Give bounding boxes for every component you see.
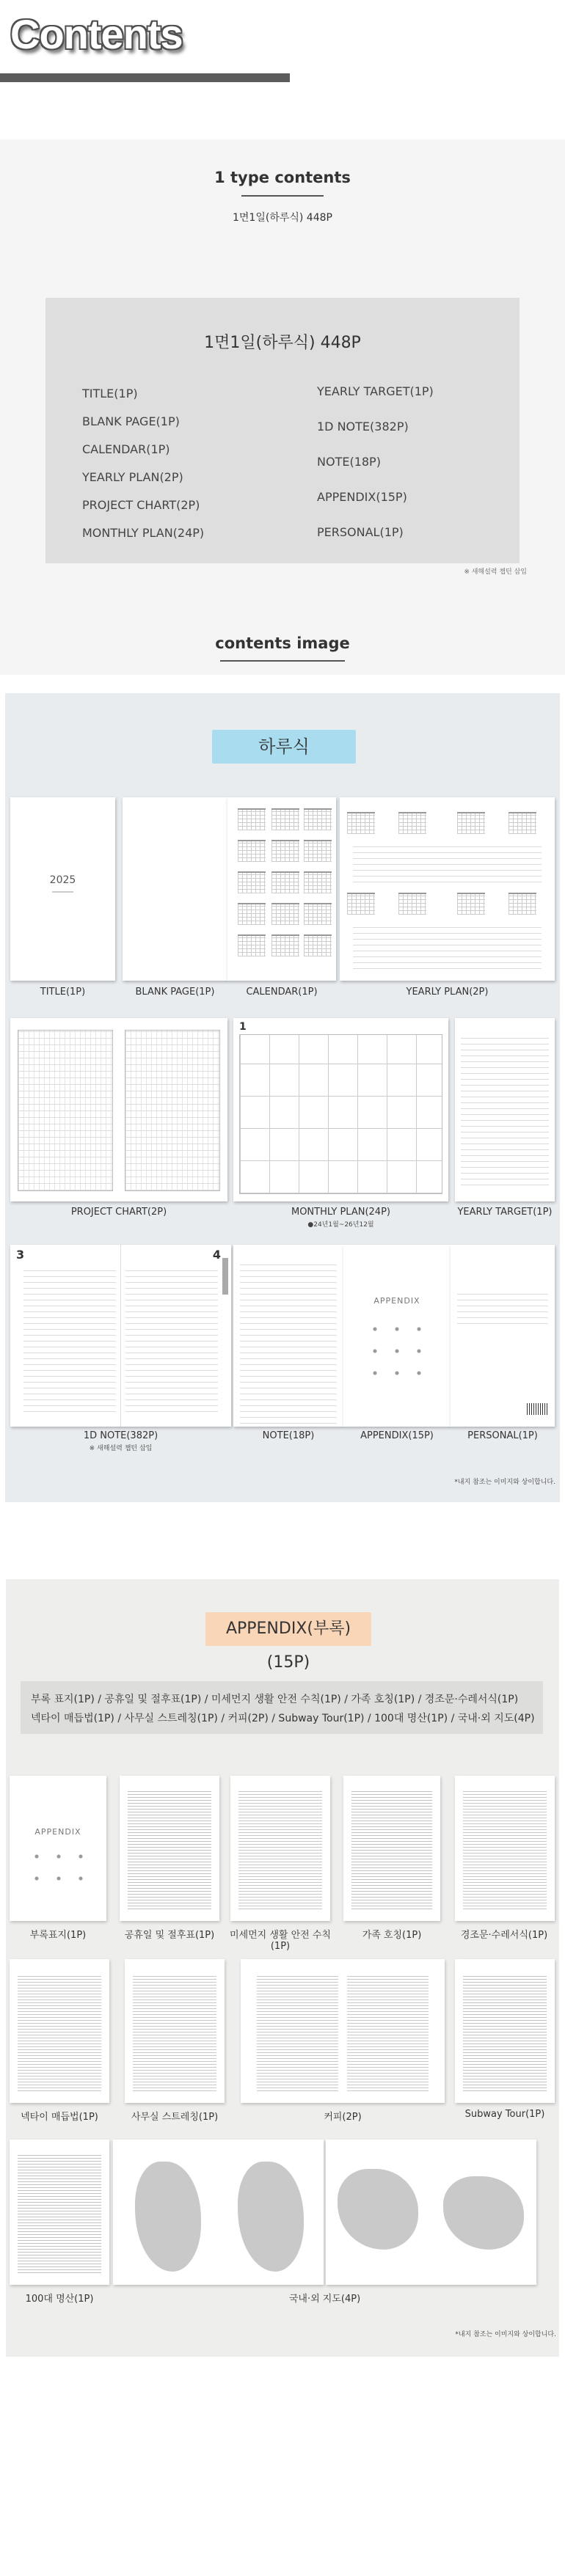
map-shape	[443, 2176, 524, 2250]
caption-yearly-target: YEARLY TARGET(1P)	[457, 1207, 553, 1218]
appendix-panel	[6, 1579, 559, 2357]
blank-page-thumb	[123, 797, 227, 981]
map-shape	[238, 2162, 304, 2272]
appendix-caption: 국내·외 지도(4P)	[288, 2294, 361, 2305]
chart-grid	[125, 1030, 220, 1191]
header-bar	[0, 73, 290, 82]
contents-item: BLANK PAGE(1P)	[82, 414, 180, 428]
condolence-thumb	[455, 1776, 555, 1921]
thumb-lines	[240, 1259, 337, 1424]
holiday-thumb	[120, 1776, 219, 1921]
mini-calendar	[398, 812, 426, 834]
appendix-list-box	[21, 1681, 543, 1734]
appendix-cover-label: APPENDIX	[34, 1827, 81, 1837]
map-shape	[135, 2162, 201, 2272]
mini-calendar	[347, 812, 375, 834]
appendix-caption: 공휴일 및 절후표(1P)	[124, 1930, 215, 1941]
caption-1d-note-sub: ※ 새해설력 챕턴 삽입	[89, 1445, 153, 1452]
appendix-caption: 부록표지(1P)	[29, 1930, 87, 1941]
mini-calendar	[238, 903, 266, 925]
barcode-icon	[527, 1403, 547, 1415]
contents-right-list	[317, 374, 434, 550]
mini-calendar	[238, 840, 266, 862]
mini-calendar	[304, 871, 332, 893]
contents-left-list	[82, 380, 204, 547]
thumb-year: 2025	[49, 874, 76, 886]
contents-item: PERSONAL(1P)	[317, 525, 404, 539]
text-block	[347, 1974, 429, 2092]
contents-box-title: 1면1일(하루식) 448P	[204, 334, 361, 352]
mini-calendar	[347, 893, 375, 915]
appendix-thumb	[343, 1245, 451, 1427]
domestic-map-thumb	[113, 2140, 324, 2285]
text-block	[238, 1790, 322, 1909]
text-block	[463, 1790, 547, 1909]
type-contents-section	[0, 139, 565, 675]
mini-calendar	[271, 903, 299, 925]
family-titles-thumb	[343, 1776, 440, 1921]
mini-calendar	[238, 871, 266, 893]
mini-calendar	[398, 893, 426, 915]
appendix-list-line-2: 넥타이 매듭법(1P) / 사무실 스트레칭(1P) / 커피(2P) / Subway Tour(1P) / 100대 명산(1P) / 국내·외 지도(4P)	[31, 1713, 535, 1724]
contents-item: MONTHLY PLAN(24P)	[82, 526, 205, 540]
type-contents-subtitle: 1면1일(하루식) 448P	[233, 212, 332, 224]
mini-calendar	[271, 808, 299, 830]
mini-calendar	[304, 840, 332, 862]
mini-calendar	[508, 812, 536, 834]
page-header	[0, 0, 565, 139]
appendix-caption: 100대 명산(1P)	[25, 2294, 94, 2305]
mini-calendar	[304, 903, 332, 925]
mini-calendar	[304, 808, 332, 830]
mini-calendar	[271, 871, 299, 893]
contents-item: PROJECT CHART(2P)	[82, 498, 200, 512]
contents-item: 1D NOTE(382P)	[317, 420, 409, 433]
yearly-plan-thumb	[340, 797, 555, 981]
contents-note: ※ 새해설력 챕턴 삽입	[464, 568, 527, 576]
appendix-caption: 경조문·수레서식(1P)	[460, 1930, 548, 1941]
monthly-plan-thumb	[233, 1018, 448, 1201]
contents-item: YEARLY PLAN(2P)	[82, 470, 183, 484]
appendix-label: APPENDIX	[373, 1296, 420, 1306]
caption-1d-note: 1D NOTE(382P)	[83, 1430, 158, 1441]
thumb-rule	[52, 891, 73, 893]
contents-box	[45, 298, 520, 563]
dust-safety-thumb	[230, 1776, 330, 1921]
caption-yearly-plan: YEARLY PLAN(2P)	[406, 987, 489, 998]
contents-image-panel	[5, 693, 560, 1502]
personal-thumb	[451, 1245, 555, 1427]
contents-image-underline	[220, 660, 345, 662]
mini-calendar	[304, 934, 332, 956]
mini-calendar	[457, 893, 485, 915]
caption-monthly-sub: ●24년1월~26년12월	[307, 1221, 374, 1229]
contents-item: APPENDIX(15P)	[317, 490, 407, 504]
thumb-lines	[353, 841, 542, 882]
necktie-thumb	[10, 1959, 109, 2103]
appendix-caption: 미세먼지 생활 안전 수칙(1P)	[230, 1930, 331, 1952]
page-number-right: 4	[212, 1248, 221, 1262]
coffee-thumb	[241, 1959, 445, 2103]
caption-calendar: CALENDAR(1P)	[246, 987, 318, 998]
map-shape	[338, 2169, 418, 2250]
caption-note: NOTE(18P)	[262, 1430, 315, 1441]
appendix-caption: 커피(2P)	[324, 2112, 362, 2123]
appendix-caption: 넥타이 매듭법(1P)	[21, 2112, 98, 2123]
text-block	[463, 1974, 547, 2092]
type-contents-title: 1 type contents	[214, 169, 351, 186]
mini-calendar	[457, 812, 485, 834]
month-number: 1	[239, 1021, 247, 1033]
text-block	[18, 2154, 101, 2273]
type-contents-underline	[241, 195, 324, 197]
thumb-lines	[353, 922, 542, 969]
yearly-target-thumb	[455, 1018, 555, 1201]
note-thumb	[233, 1245, 343, 1427]
contents-image-title: contents image	[215, 634, 350, 652]
page-bottom-space	[0, 2380, 565, 2576]
caption-monthly-plan: MONTHLY PLAN(24P)	[291, 1207, 390, 1218]
stretching-thumb	[125, 1959, 225, 2103]
mini-calendar	[271, 934, 299, 956]
mini-calendar	[238, 808, 266, 830]
appendix-pill: APPENDIX(부록)(15P)	[205, 1612, 371, 1646]
thumb-lines	[457, 1289, 549, 1324]
contents-item: CALENDAR(1P)	[82, 442, 170, 456]
chart-grid	[18, 1030, 113, 1191]
contents-item: YEARLY TARGET(1P)	[317, 384, 434, 398]
month-grid	[239, 1034, 442, 1194]
contents-item: NOTE(18P)	[317, 455, 381, 469]
thumb-lines	[461, 1033, 549, 1185]
appendix-cover-thumb	[10, 1776, 106, 1921]
spread-divider	[120, 1245, 121, 1427]
thumb-lines	[23, 1265, 116, 1412]
appendix-caption: 가족 호칭(1P)	[362, 1930, 422, 1941]
appendix-icons	[364, 1318, 430, 1377]
calendar-thumb	[227, 797, 336, 981]
page-number-left: 3	[16, 1248, 25, 1262]
mini-calendar	[238, 934, 266, 956]
mini-calendar	[508, 893, 536, 915]
image-footnote: *내지 참조는 이미지와 상이합니다.	[454, 1479, 555, 1486]
mountains-thumb	[10, 2140, 109, 2285]
subway-tour-thumb	[455, 1959, 555, 2103]
caption-appendix: APPENDIX(15P)	[360, 1430, 434, 1441]
caption-title: TITLE(1P)	[40, 987, 86, 998]
text-block	[133, 1974, 216, 2092]
thumb-lines	[125, 1265, 218, 1412]
index-tab	[222, 1258, 228, 1295]
caption-blank: BLANK PAGE(1P)	[135, 987, 215, 998]
page-title: Contents	[10, 11, 183, 57]
title-page-thumb	[10, 797, 115, 981]
contents-item: TITLE(1P)	[82, 387, 138, 400]
appendix-footnote: *내지 참조는 이미지와 상이합니다.	[455, 2331, 556, 2338]
1d-note-thumb	[10, 1245, 231, 1427]
appendix-icons	[26, 1845, 92, 1897]
project-chart-thumb	[10, 1018, 227, 1201]
caption-project-chart: PROJECT CHART(2P)	[70, 1207, 167, 1218]
text-block	[257, 1974, 338, 2092]
mini-calendar	[271, 840, 299, 862]
text-block	[18, 1974, 101, 2092]
text-block	[351, 1790, 433, 1909]
contents-image-section	[0, 675, 565, 1566]
appendix-caption: Subway Tour(1P)	[464, 2109, 545, 2120]
appendix-section	[0, 1566, 565, 2380]
appendix-list-line-1: 부록 표지(1P) / 공휴일 및 절후표(1P) / 미세먼지 생활 안전 수칙(1P) / 가족 호칭(1P) / 경조문·수레서식(1P)	[31, 1694, 519, 1705]
text-block	[128, 1790, 211, 1909]
caption-personal: PERSONAL(1P)	[467, 1430, 538, 1441]
world-map-thumb	[326, 2140, 536, 2285]
appendix-caption: 사무실 스트레칭(1P)	[131, 2112, 219, 2123]
daily-type-pill: 하루식	[212, 730, 356, 764]
